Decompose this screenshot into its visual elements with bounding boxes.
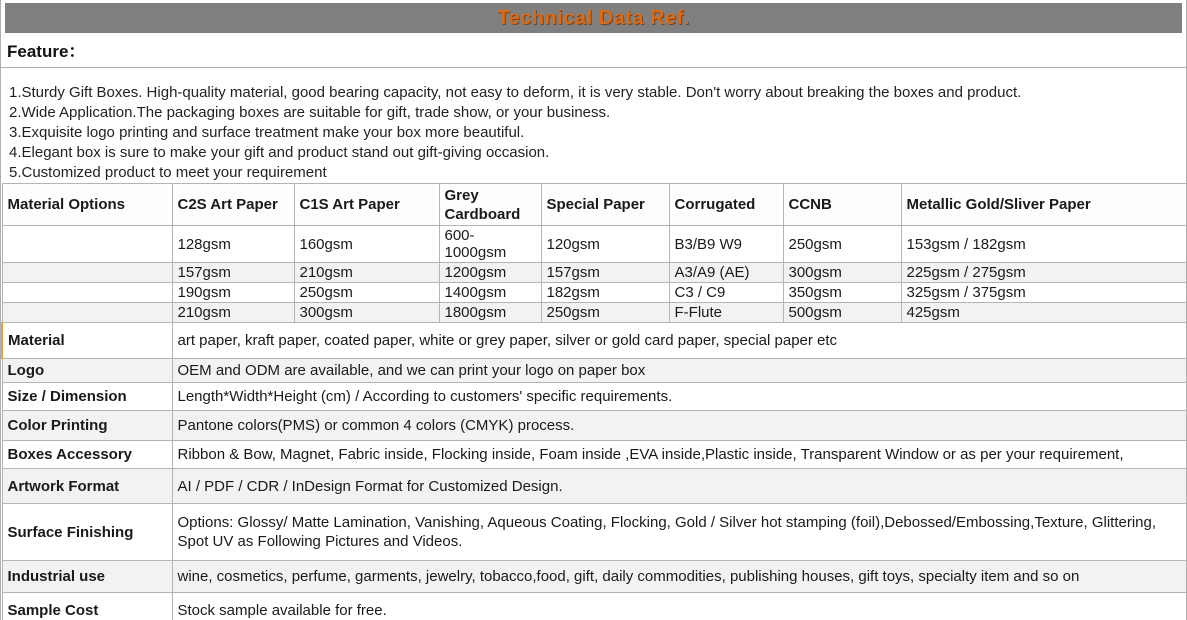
cell: 1800gsm bbox=[439, 303, 541, 323]
feature-item-4: 4.Elegant box is sure to make your gift and product stand out gift-giving occasion. bbox=[9, 144, 550, 161]
column-header-metallic-paper: Metallic Gold/Sliver Paper bbox=[901, 184, 1187, 226]
cell: 325gsm / 375gsm bbox=[901, 283, 1187, 303]
materials-header-row bbox=[2, 184, 1187, 226]
cell: 225gsm / 275gsm bbox=[901, 263, 1187, 283]
materials-row-2 bbox=[2, 263, 1187, 283]
cell: 182gsm bbox=[541, 283, 669, 303]
empty-cell bbox=[2, 226, 172, 263]
feature-item-2: 2.Wide Application.The packaging boxes are suitable for gift, trade show, or your business. bbox=[9, 104, 611, 121]
cell: 250gsm bbox=[783, 226, 901, 263]
feature-heading-row bbox=[1, 33, 1186, 68]
feature-heading: Feature： bbox=[7, 42, 86, 61]
column-header-ccnb: CCNB bbox=[783, 184, 901, 226]
column-header-c1s-art-paper: C1S Art Paper bbox=[294, 184, 439, 226]
feature-item-5: 5.Customized product to meet your requirement bbox=[9, 164, 327, 181]
spec-value-surface-finishing: Options: Glossy/ Matte Lamination, Vanishing, Aqueous Coating, Flocking, Gold / Silver hot stamping (foil),Debossed/Embossing,Texture, Glittering, Spot UV as Following Pictures and Videos. bbox=[172, 504, 1187, 561]
cell: A3/A9 (AE) bbox=[669, 263, 783, 283]
cell: 157gsm bbox=[172, 263, 294, 283]
cell: 210gsm bbox=[294, 263, 439, 283]
technical-data-table bbox=[1, 183, 1187, 620]
cell: 190gsm bbox=[172, 283, 294, 303]
spec-label-surface-finishing: Surface Finishing bbox=[2, 504, 172, 561]
spec-row-logo bbox=[2, 359, 1187, 383]
spec-value-boxes-accessory: Ribbon & Bow, Magnet, Fabric inside, Flocking inside, Foam inside ,EVA inside,Plastic inside, Transparent Window or as per your requirement, bbox=[172, 441, 1187, 469]
cell: 157gsm bbox=[541, 263, 669, 283]
spec-value-sample-cost: Stock sample available for free. bbox=[172, 593, 1187, 620]
spec-label-material: Material bbox=[2, 323, 172, 359]
feature-item-1: 1.Sturdy Gift Boxes. High-quality material, good bearing capacity, not easy to deform, it is very stable. Don't worry about breaking the boxes and product. bbox=[9, 84, 1022, 101]
cell: 153gsm / 182gsm bbox=[901, 226, 1187, 263]
cell: 600-1000gsm bbox=[439, 226, 541, 263]
cell: 300gsm bbox=[294, 303, 439, 323]
spec-value-size-dimension: Length*Width*Height (cm) / According to customers' specific requirements. bbox=[172, 383, 1187, 411]
materials-row-1 bbox=[2, 226, 1187, 263]
spec-row-artwork-format bbox=[2, 469, 1187, 504]
cell: 120gsm bbox=[541, 226, 669, 263]
feature-list bbox=[1, 68, 1186, 181]
spec-value-logo: OEM and ODM are available, and we can print your logo on paper box bbox=[172, 359, 1187, 383]
cell: 300gsm bbox=[783, 263, 901, 283]
cell: 425gsm bbox=[901, 303, 1187, 323]
cell: B3/B9 W9 bbox=[669, 226, 783, 263]
cell: 350gsm bbox=[783, 283, 901, 303]
spec-label-size-dimension: Size / Dimension bbox=[2, 383, 172, 411]
spec-label-sample-cost: Sample Cost bbox=[2, 593, 172, 620]
spec-label-industrial-use: Industrial use bbox=[2, 561, 172, 593]
spec-label-logo: Logo bbox=[2, 359, 172, 383]
column-header-c2s-art-paper: C2S Art Paper bbox=[172, 184, 294, 226]
cell: 500gsm bbox=[783, 303, 901, 323]
spec-row-color-printing bbox=[2, 411, 1187, 441]
spec-row-size-dimension bbox=[2, 383, 1187, 411]
cell: 250gsm bbox=[294, 283, 439, 303]
materials-row-3 bbox=[2, 283, 1187, 303]
banner bbox=[5, 3, 1182, 33]
spec-value-color-printing: Pantone colors(PMS) or common 4 colors (CMYK) process. bbox=[172, 411, 1187, 441]
spec-row-sample-cost bbox=[2, 593, 1187, 620]
column-header-material-options: Material Options bbox=[2, 184, 172, 226]
cell: C3 / C9 bbox=[669, 283, 783, 303]
cell: 1200gsm bbox=[439, 263, 541, 283]
spec-value-industrial-use: wine, cosmetics, perfume, garments, jewelry, tobacco,food, gift, daily commodities, publishing houses, gift toys, specialty item and so on bbox=[172, 561, 1187, 593]
column-header-special-paper: Special Paper bbox=[541, 184, 669, 226]
spec-label-boxes-accessory: Boxes Accessory bbox=[2, 441, 172, 469]
spec-label-artwork-format: Artwork Format bbox=[2, 469, 172, 504]
column-header-grey-cardboard: Grey Cardboard bbox=[439, 184, 541, 226]
cell: 1400gsm bbox=[439, 283, 541, 303]
cell: 210gsm bbox=[172, 303, 294, 323]
page-title: Technical Data Ref. bbox=[497, 6, 690, 29]
feature-item-3: 3.Exquisite logo printing and surface treatment make your box more beautiful. bbox=[9, 124, 525, 141]
spec-row-industrial-use bbox=[2, 561, 1187, 593]
cell: 250gsm bbox=[541, 303, 669, 323]
spec-label-color-printing: Color Printing bbox=[2, 411, 172, 441]
spec-value-artwork-format: AI / PDF / CDR / InDesign Format for Customized Design. bbox=[172, 469, 1187, 504]
spec-value-material: art paper, kraft paper, coated paper, white or grey paper, silver or gold card paper, special paper etc bbox=[172, 323, 1187, 359]
empty-cell bbox=[2, 263, 172, 283]
spec-row-boxes-accessory bbox=[2, 441, 1187, 469]
cell: 160gsm bbox=[294, 226, 439, 263]
materials-row-4 bbox=[2, 303, 1187, 323]
cell: 128gsm bbox=[172, 226, 294, 263]
spec-row-material bbox=[2, 323, 1187, 359]
empty-cell bbox=[2, 283, 172, 303]
cell: F-Flute bbox=[669, 303, 783, 323]
empty-cell bbox=[2, 303, 172, 323]
column-header-corrugated: Corrugated bbox=[669, 184, 783, 226]
spec-row-surface-finishing bbox=[2, 504, 1187, 561]
